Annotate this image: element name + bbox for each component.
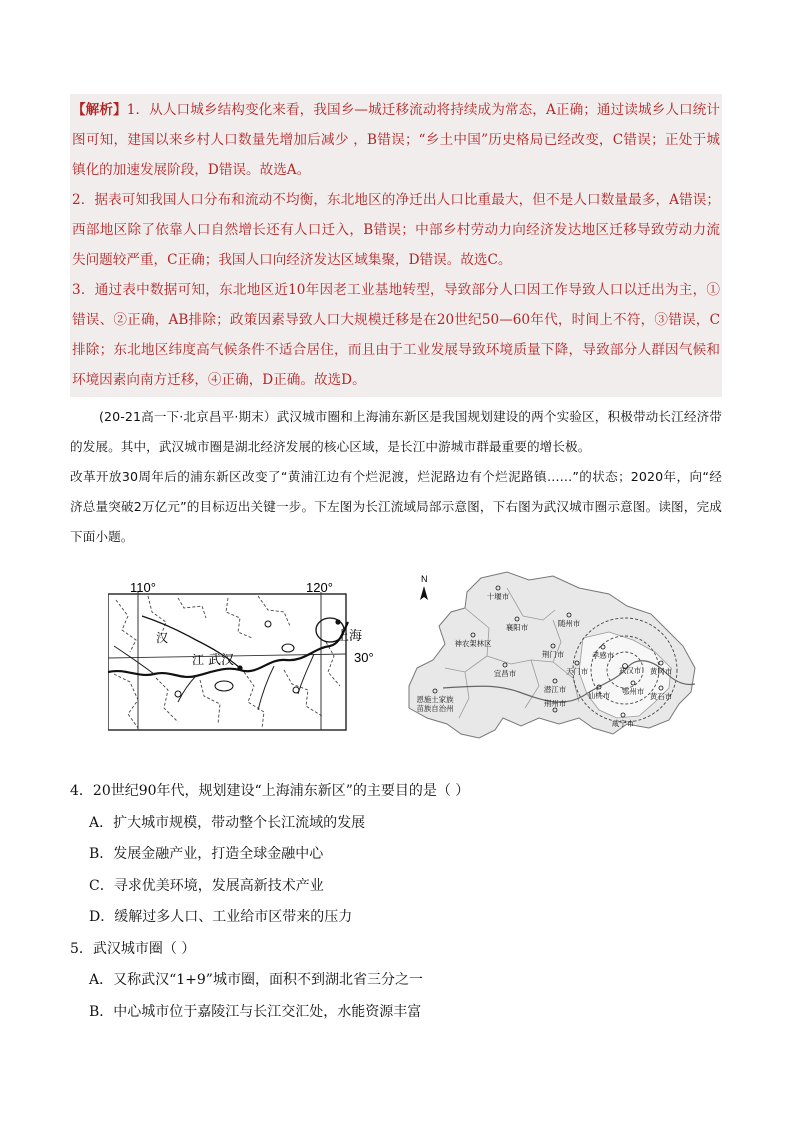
- question-4-option-c[interactable]: C．寻求优美环境，发展高新技术产业: [89, 877, 324, 894]
- wuhan-dot: [237, 665, 242, 670]
- analysis-1: [72, 95, 720, 185]
- tianmen-label: 天门市: [565, 667, 589, 676]
- shennongjia-label: 神农架林区: [454, 639, 492, 648]
- question-4-option-d[interactable]: D．缓解过多人口、工业给市区带来的压力: [89, 909, 353, 925]
- wuhan-city-circle-map: [403, 568, 703, 748]
- analysis-tag: 【解析】: [72, 102, 127, 118]
- question-5-option-a[interactable]: A．又称武汉“1+9”城市圈，面积不到湖北省三分之一: [89, 972, 423, 988]
- qianjiang-label: 潜江市: [543, 685, 567, 694]
- shanghai-label: 上海: [336, 629, 363, 644]
- analysis-1-text: 1．从人口城乡结构变化来看，我国乡—城迁移流动将持续成为常态，A正确；通过读城乡人口统计图可知，建国以来乡村人口数量先增加后减少 ，B错误；“乡土中国”历史格局已经改变，C错误；正处于城镇化的加速发展阶段，D错误。故选A。: [72, 102, 720, 178]
- han-label: 汉: [156, 631, 169, 645]
- page: [70, 94, 722, 1028]
- jingmen-label: 荆门市: [541, 650, 565, 659]
- question-4: 4．20世纪90年代，规划建设“上海浦东新区”的主要目的是（ ）: [70, 783, 470, 799]
- jingzhou-label: 荆州市: [543, 699, 567, 708]
- latitude-30-label: 30°: [354, 650, 374, 665]
- north-arrow-icon: [420, 586, 428, 600]
- question-5-option-b[interactable]: B．中心城市位于嘉陵江与长江交汇处，水能资源丰富: [89, 1003, 422, 1020]
- enshi-label-line2: 苗族自治州: [416, 704, 454, 713]
- yichang-label: 宜昌市: [493, 669, 517, 678]
- huanggang-label: 黄冈市: [649, 667, 673, 676]
- question-4-option-a[interactable]: A．扩大城市规模，带动整个长江流域的发展: [89, 814, 366, 831]
- wuhan-label: 武汉: [208, 653, 235, 668]
- answer-analysis: [70, 94, 722, 397]
- figures: [70, 568, 722, 748]
- north-label: N: [421, 574, 428, 584]
- passage-para-2: 改革开放30周年后的浦东新区改变了“黄浦江边有个烂泥渡，烂泥路边有个烂泥路镇……”的状态；2020年，向“经济总量突破2万亿元”的目标迈出关键一步。下左图为长江流域局部示意图，下右图为武汉城市圈示意图。读图，完成下面小题。: [70, 469, 722, 544]
- ezhou-label: 鄂州市: [621, 687, 645, 696]
- xiaogan-label: 孝感市: [591, 651, 615, 660]
- passage-para-1: (20-21高一下·北京昌平·期末）武汉城市圈和上海浦东新区是我国规划建设的两个实验区，积极带动长江经济带的发展。其中，武汉城市圈是湖北经济发展的核心区域，是长江中游城市群最重要的增长极。: [70, 409, 722, 454]
- xiangyang-label: 襄阳市: [505, 623, 529, 632]
- longitude-120-label: 120°: [306, 582, 333, 595]
- yangtze-basin-map: [108, 582, 398, 742]
- shiyan-label: 十堰市: [486, 592, 510, 601]
- analysis-3: 3．通过表中数据可知，东北地区近10年因老工业基地转型，导致部分人口因工作导致人口以迁出为主，①错误、②正确，AB排除；政策因素导致人口大规模迁移是在20世纪50—60年代，时间上不符，③错误，C排除；东北地区纬度高气候条件不适合居住，而且由于工业发展导致环境质量下降，导致部分人群因气候和环境因素向南方迁移，④正确，D正确。故选D。: [72, 282, 720, 388]
- suizhou-label: 随州市: [557, 619, 581, 628]
- question-4-option-b[interactable]: B．发展金融产业，打造全球金融中心: [89, 846, 324, 862]
- longitude-110-label: 110°: [130, 582, 156, 595]
- question-5: 5．武汉城市圈（ ）: [70, 940, 196, 957]
- xianning-label: 咸宁市: [611, 719, 635, 728]
- questions: [70, 776, 722, 1028]
- jiang-label: 江: [192, 653, 205, 667]
- shanghai-dot: [335, 619, 340, 624]
- wuhan-city-label: 武汉市: [618, 666, 642, 675]
- huangshi-label: 黄石市: [649, 692, 673, 701]
- analysis-2: 2．据表可知我国人口分布和流动不均衡，东北地区的净迁出人口比重最大，但不是人口数量最多，A错误；西部地区除了依靠人口自然增长还有人口迁入，B错误；中部乡村劳动力向经济发达地区迁移导致劳动力流失问题较严重，C正确；我国人口向经济发达区域集聚，D错误。故选C。: [72, 192, 720, 268]
- xiantao-label: 仙桃市: [587, 691, 611, 700]
- reading-passage: [70, 402, 722, 552]
- enshi-label-line1: 恩施土家族: [416, 695, 454, 704]
